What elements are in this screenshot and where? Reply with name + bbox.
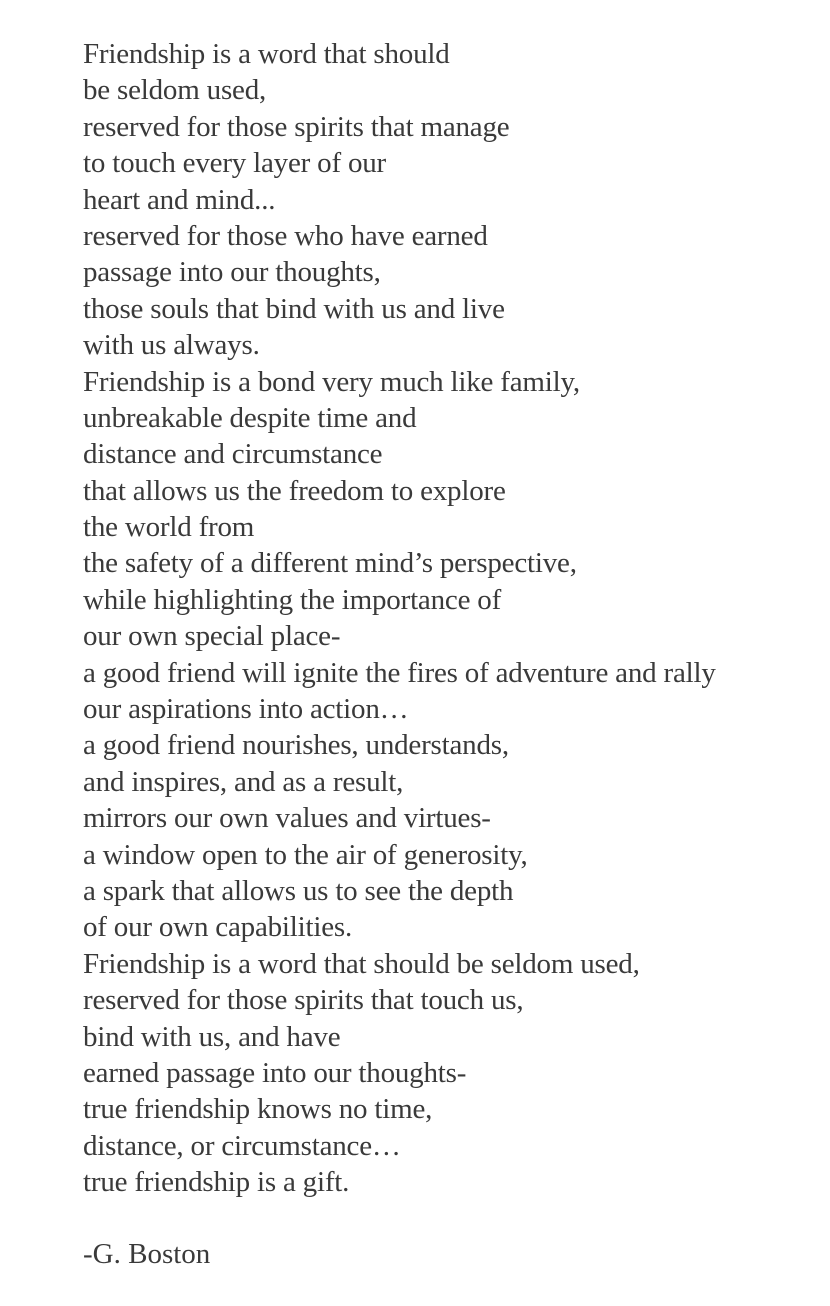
poem-line: a window open to the air of generosity, xyxy=(83,838,528,871)
poem-line: a good friend nourishes, understands, xyxy=(83,729,509,762)
poem-signature: -G. Boston xyxy=(83,1238,211,1270)
poem-line: a good friend will ignite the fires of adventure and rally xyxy=(83,656,716,689)
poem-line: our aspirations into action… xyxy=(83,693,409,726)
poem-line: while highlighting the importance of xyxy=(83,583,502,616)
poem-line: the world from xyxy=(83,511,255,544)
poem-line: the safety of a different mind’s perspective, xyxy=(83,547,577,580)
poem-line: and inspires, and as a result, xyxy=(83,765,404,798)
poem-line: to touch every layer of our xyxy=(83,147,387,180)
poem-line: a spark that allows us to see the depth xyxy=(83,874,514,907)
poem-line: reserved for those spirits that touch us, xyxy=(83,984,524,1017)
poem-line: unbreakable despite time and xyxy=(83,401,417,434)
poem-line: Friendship is a word that should xyxy=(83,38,450,70)
poem-line: mirrors our own values and virtues- xyxy=(83,802,491,835)
poem-line: reserved for those spirits that manage xyxy=(83,110,510,143)
poem-line: earned passage into our thoughts- xyxy=(83,1056,467,1089)
poem-line: that allows us the freedom to explore xyxy=(83,474,506,507)
poem-line: distance and circumstance xyxy=(83,438,383,471)
poem-line: with us always. xyxy=(83,329,260,362)
poem-line: heart and mind... xyxy=(83,183,276,216)
poem-line: true friendship is a gift. xyxy=(83,1166,350,1199)
poem-line: distance, or circumstance… xyxy=(83,1129,401,1162)
poem-line: be seldom used, xyxy=(83,74,267,107)
poem-line: passage into our thoughts, xyxy=(83,256,381,289)
poem-line: our own special place- xyxy=(83,620,341,653)
poem-line: reserved for those who have earned xyxy=(83,219,488,252)
poem-line: Friendship is a bond very much like family, xyxy=(83,365,580,398)
poem-line: true friendship knows no time, xyxy=(83,1093,433,1126)
poem-line: bind with us, and have xyxy=(83,1020,341,1053)
poem-body xyxy=(83,36,823,1201)
poem-line: Friendship is a word that should be seldom used, xyxy=(83,947,640,980)
poem-line: those souls that bind with us and live xyxy=(83,292,505,325)
poem-line: of our own capabilities. xyxy=(83,911,353,944)
